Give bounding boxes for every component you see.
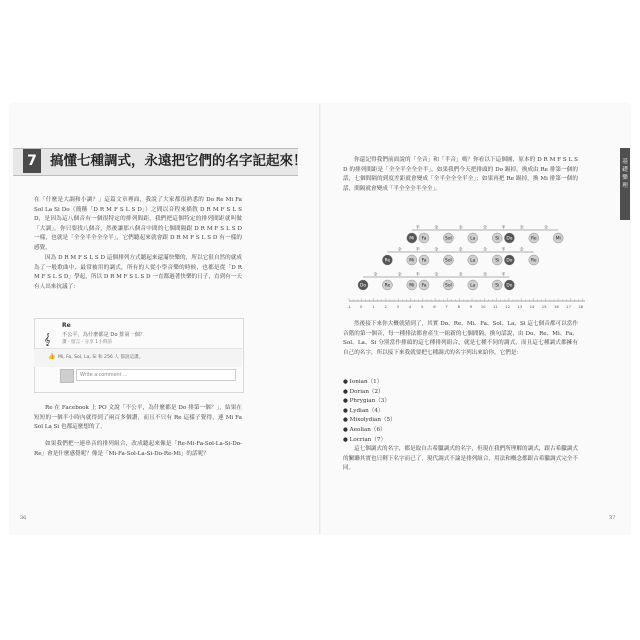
ruler-label: 18 bbox=[578, 304, 584, 309]
ruler-label: 0 bbox=[359, 304, 363, 309]
step-label: 全 bbox=[519, 246, 524, 252]
note-label: Re bbox=[531, 258, 537, 264]
step-label: 全 bbox=[458, 271, 463, 277]
ruler-label: 5 bbox=[420, 304, 424, 309]
ruler-label: 6 bbox=[433, 304, 436, 309]
note-label: Sol bbox=[445, 283, 452, 289]
step-label: 全 bbox=[397, 271, 402, 277]
chapter-title: 搞懂七種調式，永遠把它們的名字記起來！ bbox=[50, 153, 307, 169]
note-label: Do bbox=[506, 283, 513, 289]
left-paragraph-1: 在「什麼是大調和小調？」這篇文章裡面，我說了大家都很熟悉的 Do Re Mi Fa Sol La Si Do（簡稱「D R M F S L S D」）之間以音程來描敘 D R M F S L S D，是因為這八個音有一個很特定的排列間距，我們把這個特定的排列間距就叫做「大調」。你只要找八個音，然後讓那八個音中間的七個間隔跟 D R M F S L S D 一樣，也就是「全全半全全全半」，它們聽起來就會跟 D R M F S L S D 有一樣的感覺。 bbox=[34, 197, 242, 251]
step-label: 全 bbox=[434, 246, 439, 252]
chapter-number: 7 bbox=[23, 149, 41, 173]
right-paragraph-3: 這七個調式的名字，都是取自古希臘調式的名字，但現在我們所理解的調式，跟古希臘調式的關聯其實也只剩下名字而已了，現代調式不論是排列組合，用法和概念都跟古希臘調式完全不同。 bbox=[343, 446, 578, 472]
mode-name: Mixolydian（5） bbox=[349, 417, 396, 424]
step-label: 半 bbox=[501, 271, 506, 277]
note-label: La bbox=[470, 236, 476, 242]
list-item: ● Aeolian（6） bbox=[343, 426, 386, 433]
note-label: Fa bbox=[421, 258, 427, 264]
step-label: 全 bbox=[373, 271, 378, 277]
note-label: Mi bbox=[555, 236, 561, 242]
note-label: Sol bbox=[445, 236, 452, 242]
ruler-label: 4 bbox=[408, 304, 412, 309]
left-paragraph-2: 因為 D R M F S L S D 這個排列方式聽起來還滿快樂的，所以它很自然的就成為了一般歌曲中，最常被用的調式，所有的人從小學音樂的時候，也都是從「D R M F S L S D」學起，所以 D R M F S L S D 一直都過著快樂的日子，直到有一天有人出來抗議了： bbox=[34, 255, 242, 290]
mode-diagram bbox=[345, 223, 590, 313]
mode-name: Locrian（7） bbox=[349, 436, 387, 443]
book-gutter bbox=[319, 104, 321, 534]
note-label: Re bbox=[384, 283, 391, 289]
note-label: Do bbox=[506, 236, 513, 242]
ruler-label: 11 bbox=[492, 304, 498, 309]
step-label: 全 bbox=[434, 224, 439, 230]
facebook-post-meta: 讚 · 留言 · 分享 1小時前 bbox=[62, 340, 112, 345]
note-label: Mi bbox=[409, 236, 415, 242]
step-label: 全 bbox=[458, 246, 463, 252]
ruler-label: 9 bbox=[469, 304, 473, 309]
facebook-likes-text: Mi, Fa, Sol, La, Si 和 256 人 都說這讚。 bbox=[58, 355, 144, 360]
left-page-number: 36 bbox=[20, 515, 27, 521]
list-item: ● Lydian（4） bbox=[343, 407, 384, 414]
note-label: Sol bbox=[445, 258, 452, 264]
ruler-label: 2 bbox=[384, 304, 387, 309]
note-label: Re bbox=[384, 258, 391, 264]
note-label: Si bbox=[495, 258, 500, 264]
ruler-label: 1 bbox=[372, 304, 375, 309]
step-label: 全 bbox=[483, 271, 487, 277]
facebook-post-author: Re bbox=[62, 322, 71, 329]
step-label: 全 bbox=[544, 224, 548, 230]
right-paragraph-1: 你還記得我們前面說的「全音」和「半音」嗎？你看以下這個圖，原本的 D R M F S L S D 的排列間距是「全全半全全全半」，如果我們今天把排頭的 Do 踢掉，換成由 Re 排第一個的話，七個間隔的到度差距就會變成「全半全全全半全」；如果再把 Re 踢掉，換 Mi 排第一個的話，間隔就會變成「半全全全半全全」。 bbox=[343, 157, 578, 192]
note-label: Si bbox=[495, 236, 500, 242]
thumbs-up-icon: 👍 bbox=[48, 353, 56, 360]
step-label: 半 bbox=[501, 224, 506, 230]
mode-name: Aeolian（6） bbox=[349, 426, 386, 433]
note-label: Fa bbox=[421, 283, 427, 289]
list-item: ● Dorian（2） bbox=[343, 388, 384, 395]
note-label: La bbox=[470, 283, 476, 289]
music-note-icon: 𝄞 bbox=[44, 333, 51, 346]
right-paragraph-2: 然後接下來你大概就猜到了，其實 Do、Re、Mi、Fa、Sol、La、Si 這七個音都可以當作音階的第一個音，每一種排法都會產生一組新的七個間隔，換句話說，由 Do、Re、Mi、Fa、Sol、La、Si 分別當作排頭的這七種排列組合，就是七種不同的調式，而且這七種調式都擁有自己的名字，所以接下來我就要把七種調式的名字列出來給你，它們是： bbox=[343, 321, 578, 356]
list-item: ● Phrygian（3） bbox=[343, 398, 390, 405]
avatar bbox=[60, 369, 74, 383]
section-side-tab: 基礎樂理 bbox=[620, 148, 630, 220]
step-label: 半 bbox=[501, 246, 506, 252]
left-paragraph-3: Re 在 Facebook 上 PO 文說「不公平，為什麼都是 Do 排第一個？」，結果在短短的一個半小時內就得到了兩百多個讚，而且不只有 Re 這樣子覺得，連 Mi Fa Sol La Si 也都這麼想的了。 bbox=[34, 405, 242, 431]
ruler-label: 7 bbox=[445, 304, 448, 309]
note-label: La bbox=[470, 258, 476, 264]
step-label: 全 bbox=[519, 224, 524, 230]
step-label: 全 bbox=[397, 246, 402, 252]
list-item: ● Mixolydian（5） bbox=[343, 417, 396, 424]
note-label: Si bbox=[495, 283, 500, 289]
step-label: 半 bbox=[415, 246, 420, 252]
mode-name: Phrygian（3） bbox=[349, 398, 390, 405]
note-label: Fa bbox=[421, 236, 427, 242]
list-item: ● Locrian（7） bbox=[343, 436, 387, 443]
ruler-label: 8 bbox=[457, 304, 461, 309]
ruler-label: 3 bbox=[396, 304, 400, 309]
step-label: 全 bbox=[434, 271, 439, 277]
ruler-label: 12 bbox=[505, 304, 511, 309]
ruler-label: 10 bbox=[480, 304, 486, 309]
comment-input[interactable]: Write a comment ... bbox=[76, 369, 236, 381]
step-label: 全 bbox=[483, 224, 487, 230]
mode-name: Lydian（4） bbox=[349, 407, 384, 414]
ruler-label: -1 bbox=[347, 304, 351, 309]
note-label: Do bbox=[506, 258, 513, 264]
right-page-number: 37 bbox=[609, 515, 616, 521]
ruler-label: 15 bbox=[541, 304, 547, 309]
mode-name: Ionian（1） bbox=[349, 379, 383, 385]
ruler-label: 14 bbox=[529, 304, 535, 309]
mode-list bbox=[343, 378, 396, 445]
list-item: ● Ionian（1） bbox=[343, 379, 383, 385]
step-label: 半 bbox=[415, 271, 420, 277]
note-label: Mi bbox=[409, 258, 415, 264]
note-label: Re bbox=[531, 236, 537, 242]
mode-name: Dorian（2） bbox=[349, 388, 384, 395]
step-label: 全 bbox=[483, 246, 487, 252]
note-label: Mi bbox=[409, 283, 415, 289]
left-paragraph-4: 如果我們把一連串音的排列組合，改成聽起來像是「Re-Mi-Fa-Sol-La-Si-Do-Re」會是什麼感覺呢？像是「Mi-Fa-Sol-La-Si-Do-Re-Mi」的話呢？ bbox=[34, 441, 242, 457]
ruler-label: 17 bbox=[566, 304, 572, 309]
note-label: Do bbox=[359, 283, 367, 289]
ruler-label: 16 bbox=[553, 304, 559, 309]
step-label: 全 bbox=[458, 224, 463, 230]
facebook-post-message: 不公平，為什麼都是 Do 排第一個？ bbox=[62, 332, 146, 338]
step-label: 半 bbox=[415, 224, 420, 230]
ruler-label: 13 bbox=[517, 304, 523, 309]
